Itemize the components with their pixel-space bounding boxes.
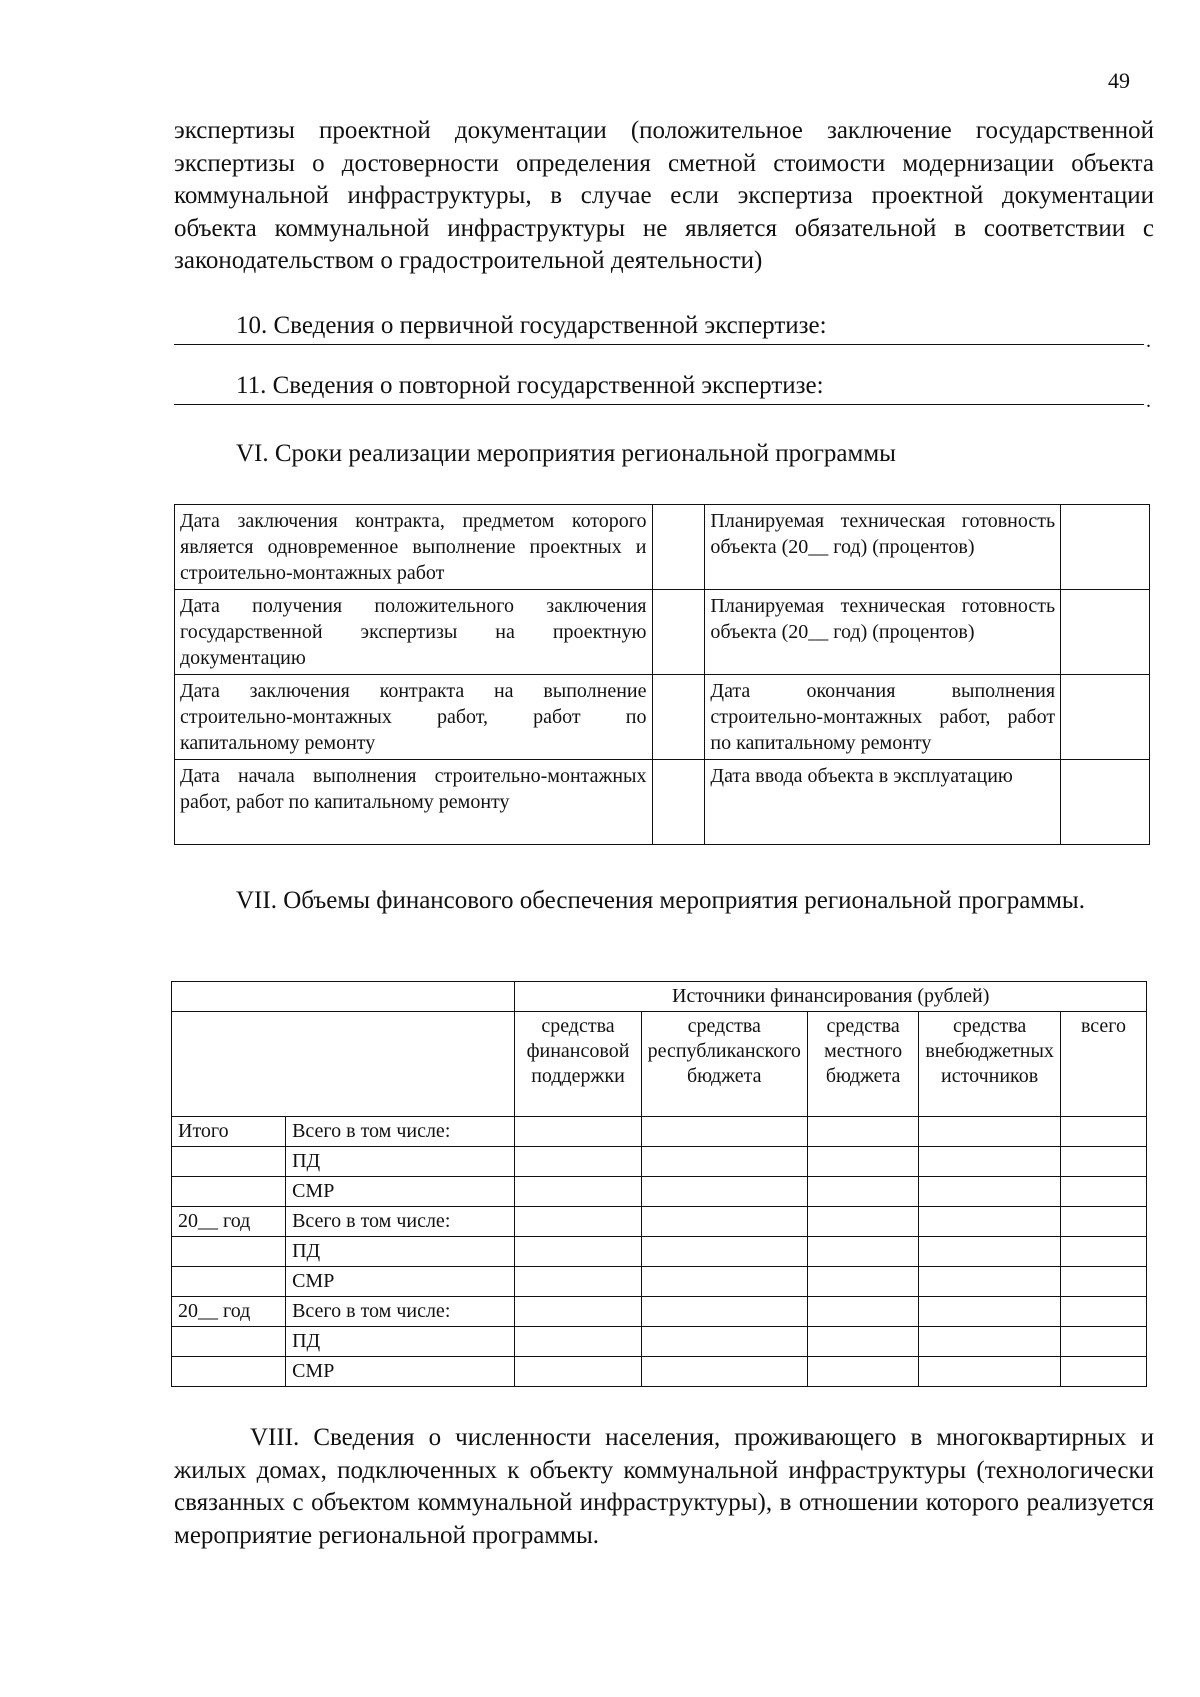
cell [641, 1177, 807, 1207]
cell [807, 1357, 918, 1387]
cell [515, 1147, 641, 1177]
cell [807, 1237, 918, 1267]
item-11-line-end: . [1146, 390, 1151, 412]
schedule-right-label: Планируемая техническая готовность объекта (20__ год) (процентов) [705, 505, 1061, 590]
intro-paragraph: экспертизы проектной документации (положительное заключение государственной экспертизы о достоверности определения сметной стоимости модернизации объекта коммунальной инфраструктуры, в случае если экспертиза проектной документации объекта коммунальной инфраструктуры не является обязательной в соответствии с законодательством о градостроительной деятельности) [174, 117, 1154, 274]
schedule-row [175, 590, 1150, 675]
schedule-left-label: Дата заключения контракта на выполнение строительно-монтажных работ, работ по капитальному ремонту [175, 675, 653, 760]
col-financial-support: средства финансовой поддержки [515, 1012, 641, 1117]
row-item: Всего в том числе: [286, 1117, 515, 1147]
cell [919, 1327, 1061, 1357]
cell [807, 1117, 918, 1147]
row-item: СМР [286, 1357, 515, 1387]
cell [641, 1267, 807, 1297]
schedule-left-value [652, 590, 705, 675]
schedule-right-label: Дата ввода объекта в эксплуатацию [705, 760, 1061, 845]
financing-row [172, 1357, 1147, 1387]
item-10-primary-expertise: 10. Сведения о первичной государственной экспертизе: [236, 312, 827, 339]
page-number: 49 [1108, 68, 1130, 93]
cell [515, 1117, 641, 1147]
row-period [172, 1327, 286, 1357]
schedule-table [174, 504, 1150, 845]
row-period [172, 1237, 286, 1267]
financing-sources-header: Источники финансирования (рублей) [515, 982, 1147, 1012]
financing-table [171, 981, 1147, 1387]
cell [641, 1207, 807, 1237]
cell [515, 1237, 641, 1267]
cell [919, 1177, 1061, 1207]
cell [919, 1267, 1061, 1297]
cell [641, 1297, 807, 1327]
financing-row [172, 1297, 1147, 1327]
schedule-row [175, 675, 1150, 760]
cell [1060, 1207, 1146, 1237]
cell [641, 1147, 807, 1177]
row-item: ПД [286, 1327, 515, 1357]
row-period [172, 1147, 286, 1177]
cell [807, 1207, 918, 1237]
cell [919, 1297, 1061, 1327]
cell [807, 1177, 918, 1207]
schedule-left-value [652, 505, 705, 590]
row-item: ПД [286, 1147, 515, 1177]
cell [919, 1237, 1061, 1267]
financing-row [172, 1327, 1147, 1357]
item-11-repeat-expertise: 11. Сведения о повторной государственной экспертизе: [236, 372, 824, 399]
item-11-blank-line [174, 404, 1144, 405]
financing-header-row [172, 1012, 1147, 1117]
col-total: всего [1060, 1012, 1146, 1117]
cell [1060, 1327, 1146, 1357]
cell [1060, 1177, 1146, 1207]
financing-row [172, 1237, 1147, 1267]
row-item: ПД [286, 1237, 515, 1267]
financing-row [172, 1207, 1147, 1237]
cell [807, 1147, 918, 1177]
section-6-title: VI. Сроки реализации мероприятия региональной программы [236, 440, 896, 467]
schedule-right-label: Дата окончания выполнения строительно-монтажных работ, работ по капитальному ремонту [705, 675, 1061, 760]
row-item: Всего в том числе: [286, 1297, 515, 1327]
schedule-left-label: Дата получения положительного заключения государственной экспертизы на проектную документацию [175, 590, 653, 675]
schedule-left-value [652, 675, 705, 760]
section-7-title: VII. Объемы финансового обеспечения мероприятия региональной программы. [236, 887, 1085, 914]
financing-row [172, 1177, 1147, 1207]
cell [919, 1147, 1061, 1177]
cell [641, 1327, 807, 1357]
cell [919, 1117, 1061, 1147]
financing-header-group-row [172, 982, 1147, 1012]
cell [515, 1327, 641, 1357]
schedule-row [175, 505, 1150, 590]
row-item: СМР [286, 1267, 515, 1297]
section-8-paragraph: VIII. Сведения о численности населения, проживающего в многоквартирных и жилых домах, подключенных к объекту коммунальной инфраструктуры (технологически связанных с объектом коммунальной инфраструктуры), в отношении которого реализуется мероприятие региональной программы. [174, 1424, 1154, 1549]
row-period [172, 1177, 286, 1207]
cell [807, 1297, 918, 1327]
cell [919, 1207, 1061, 1237]
row-period [172, 1357, 286, 1387]
cell [515, 1357, 641, 1387]
row-period [172, 1267, 286, 1297]
cell [1060, 1297, 1146, 1327]
financing-row [172, 1267, 1147, 1297]
schedule-right-value [1061, 675, 1150, 760]
financing-row [172, 1117, 1147, 1147]
schedule-right-value [1061, 590, 1150, 675]
cell [1060, 1237, 1146, 1267]
schedule-left-label: Дата заключения контракта, предметом которого является одновременное выполнение проектных и строительно-монтажных работ [175, 505, 653, 590]
financing-row [172, 1147, 1147, 1177]
row-item: СМР [286, 1177, 515, 1207]
cell [807, 1327, 918, 1357]
cell [515, 1267, 641, 1297]
cell [515, 1207, 641, 1237]
schedule-right-value [1061, 505, 1150, 590]
cell [807, 1267, 918, 1297]
schedule-right-value [1061, 760, 1150, 845]
item-10-line-end: . [1146, 330, 1151, 352]
cell [641, 1237, 807, 1267]
col-republic-budget: средства республиканского бюджета [641, 1012, 807, 1117]
schedule-left-label: Дата начала выполнения строительно-монтажных работ, работ по капитальному ремонту [175, 760, 653, 845]
schedule-right-label: Планируемая техническая готовность объекта (20__ год) (процентов) [705, 590, 1061, 675]
cell [1060, 1147, 1146, 1177]
schedule-row [175, 760, 1150, 845]
cell [515, 1297, 641, 1327]
col-local-budget: средства местного бюджета [807, 1012, 918, 1117]
cell [1060, 1357, 1146, 1387]
cell [641, 1117, 807, 1147]
financing-header-empty [172, 1012, 515, 1117]
cell [919, 1357, 1061, 1387]
row-period: 20__ год [172, 1207, 286, 1237]
row-period: Итого [172, 1117, 286, 1147]
financing-header-empty [172, 982, 515, 1012]
item-10-blank-line [174, 344, 1144, 345]
cell [515, 1177, 641, 1207]
cell [1060, 1267, 1146, 1297]
row-period: 20__ год [172, 1297, 286, 1327]
schedule-left-value [652, 760, 705, 845]
cell [641, 1357, 807, 1387]
cell [1060, 1117, 1146, 1147]
row-item: Всего в том числе: [286, 1207, 515, 1237]
col-extrabudgetary: средства внебюджетных источников [919, 1012, 1061, 1117]
